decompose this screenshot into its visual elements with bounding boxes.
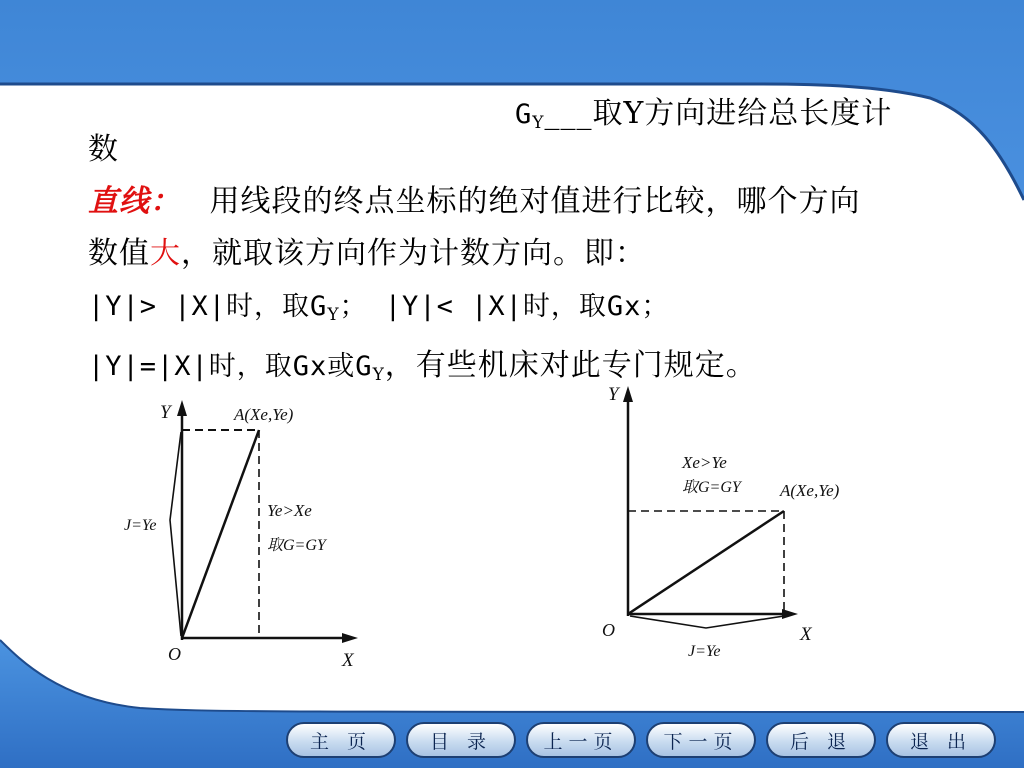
fig-left-j-label: J=Ye xyxy=(124,517,157,534)
fig-right-x-label: X xyxy=(800,624,812,645)
back-button[interactable]: 后 退 xyxy=(766,722,876,758)
line-2-highlight: 大 xyxy=(150,236,181,271)
fig-right-cond-label: Xe>Ye xyxy=(682,453,727,472)
partial-line-a: G xyxy=(515,99,533,130)
fig-left-point-label: A(Xe,Ye) xyxy=(234,405,294,424)
line-2 xyxy=(88,228,646,272)
fig-right-j-brace xyxy=(630,616,784,628)
line-2-a: 数值 xyxy=(88,236,150,271)
line-4-b: ，有些机床对此专门规定。 xyxy=(384,348,757,383)
fig-right-y-arrow xyxy=(623,386,633,402)
figure-right xyxy=(590,378,860,668)
fig-right-point-label: A(Xe,Ye) xyxy=(780,481,840,500)
fig-left-x-arrow xyxy=(342,633,358,643)
fig-left-cond-label: Ye>Xe xyxy=(267,501,312,520)
fig-right-j-label: J=Ye xyxy=(688,643,721,660)
partial-line-sub: Y xyxy=(532,113,545,133)
line-3-sub: Y xyxy=(327,305,340,325)
fig-right-y-label: Y xyxy=(608,384,619,405)
line-1 xyxy=(88,176,861,220)
fig-left-x-label: X xyxy=(342,650,354,671)
fig-right-segment xyxy=(628,511,784,614)
fig-left-y-label: Y xyxy=(160,402,171,423)
line-3-b: ； |Y|< |X|时，取Gx； xyxy=(339,291,670,322)
line-2-b: ，就取该方向作为计数方向。即： xyxy=(181,236,646,271)
prev-page-button[interactable]: 上一页 xyxy=(526,722,636,758)
line-0 xyxy=(88,124,119,168)
fig-right-origin-label: O xyxy=(602,620,615,640)
line-3 xyxy=(88,284,669,325)
line-3-a: |Y|> |X|时，取G xyxy=(88,291,328,322)
fig-left-take-label: 取G=GY xyxy=(267,537,326,554)
partial-line xyxy=(515,88,892,133)
exit-button[interactable]: 退 出 xyxy=(886,722,996,758)
line-1-text: 用线段的终点坐标的绝对值进行比较，哪个方向 xyxy=(209,184,861,219)
home-button[interactable]: 主 页 xyxy=(286,722,396,758)
fig-left-j-brace xyxy=(170,432,181,636)
partial-line-b: ___取Y方向进给总长度计 xyxy=(544,96,893,131)
fig-left-origin-label: O xyxy=(168,644,181,664)
line-4 xyxy=(88,340,757,385)
fig-left-segment xyxy=(182,430,259,638)
figure-left xyxy=(112,390,372,675)
straight-line-label: 直线： xyxy=(88,184,181,219)
line-4-a: |Y|=|X|时，取Gx或G xyxy=(88,351,373,382)
next-page-button[interactable]: 下一页 xyxy=(646,722,756,758)
toc-button[interactable]: 目 录 xyxy=(406,722,516,758)
fig-right-x-arrow xyxy=(782,609,798,619)
fig-left-y-arrow xyxy=(177,400,187,416)
line-0-text: 数 xyxy=(88,132,119,167)
nav-bar xyxy=(286,722,996,758)
fig-right-take-label: 取G=GY xyxy=(682,479,741,496)
line-4-sub: Y xyxy=(372,365,385,385)
